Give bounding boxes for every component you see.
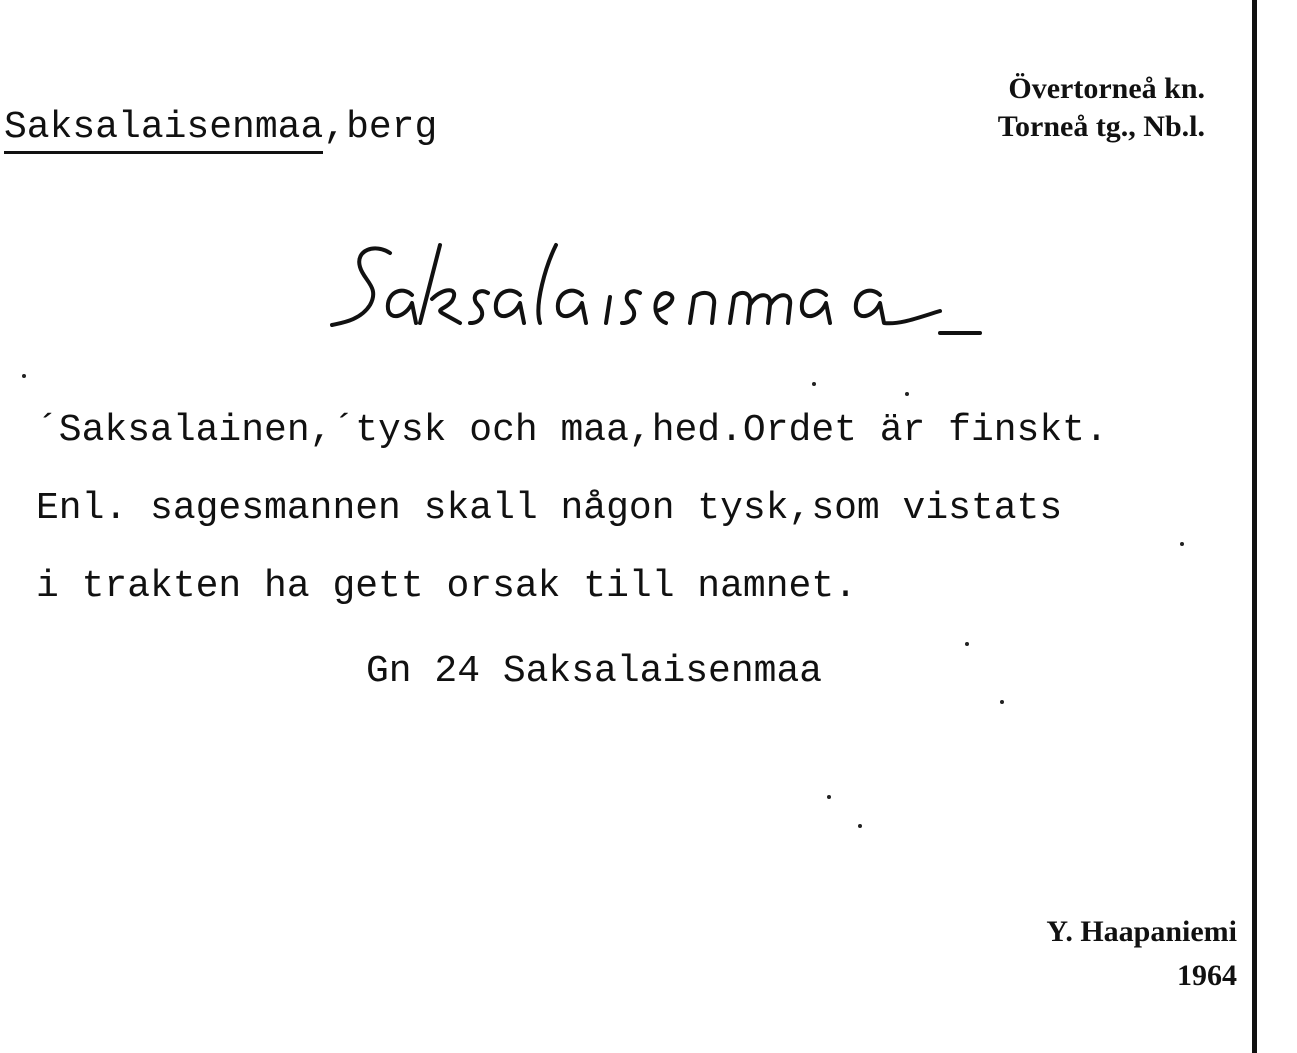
description-line-2: Enl. sagesmannen skall någon tysk,som vistats — [36, 487, 1063, 530]
description-line-1: ´Saksalainen,´tysk och maa,hed.Ordet är finskt. — [36, 409, 1108, 452]
reference-line: Gn 24 Saksalaisenmaa — [366, 650, 823, 693]
place-block — [998, 70, 1205, 146]
collector-name: Y. Haapaniemi — [1046, 915, 1237, 948]
handwritten-name-signature — [320, 225, 1010, 335]
scan-speck — [1180, 542, 1184, 546]
scan-speck — [1000, 700, 1004, 704]
scan-speck — [827, 795, 831, 799]
signature-block — [1046, 910, 1237, 998]
description-line-3: i trakten ha gett orsak till namnet. — [36, 565, 857, 608]
collection-year: 1964 — [1177, 959, 1237, 992]
scan-speck — [22, 374, 26, 378]
scan-speck — [905, 392, 909, 396]
scan-speck — [965, 642, 969, 646]
card-edge-line — [1252, 0, 1257, 1053]
description-text — [36, 392, 1108, 626]
district-label: Torneå tg., Nb.l. — [997, 110, 1205, 143]
scan-speck — [812, 382, 816, 386]
headword-type: ,berg — [323, 106, 438, 149]
parish-label: Övertorneå kn. — [1008, 72, 1205, 105]
headword — [4, 106, 437, 154]
headword-name: Saksalaisenmaa — [4, 106, 323, 154]
scan-speck — [858, 824, 862, 828]
